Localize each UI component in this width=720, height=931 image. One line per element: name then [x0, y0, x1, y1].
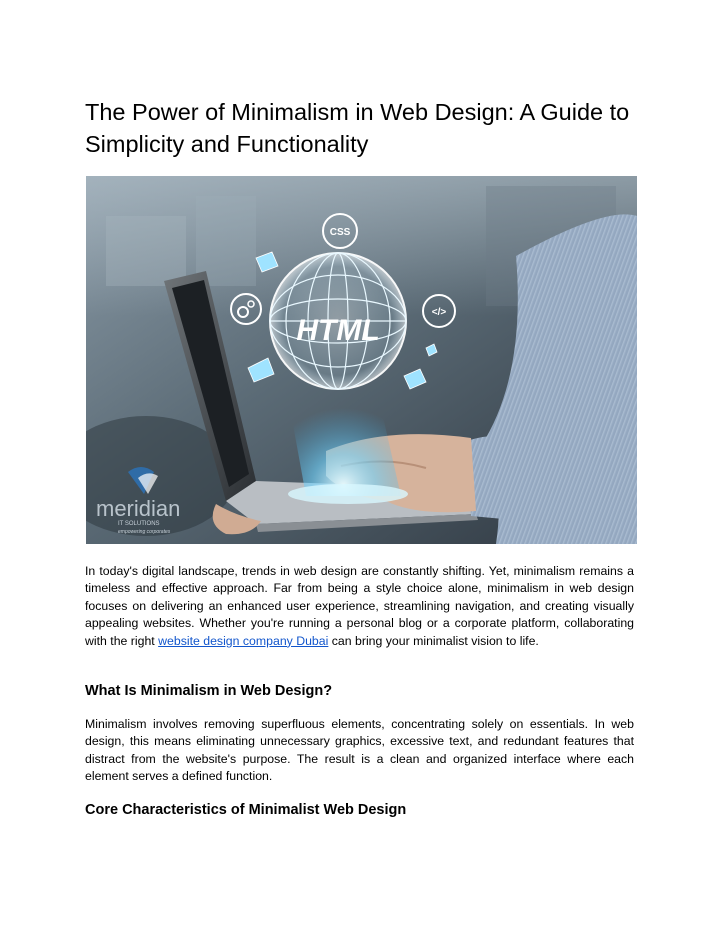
intro-text-after: can bring your minimalist vision to life. — [328, 633, 539, 648]
intro-paragraph — [85, 563, 634, 650]
section-heading-what-is: What Is Minimalism in Web Design? — [85, 683, 333, 699]
svg-text:meridian: meridian — [96, 496, 181, 521]
definition-paragraph: Minimalism involves removing superfluous elements, concentrating solely on essentials. In web design, this means eliminating unnecessary graphics, excessive text, and redundant features that distract from the website's purpose. The result is a clean and organized interface where each element serves a defined function. — [85, 717, 634, 784]
svg-text:IT SOLUTIONS: IT SOLUTIONS — [118, 521, 160, 527]
svg-text:CSS: CSS — [329, 227, 351, 238]
website-design-link[interactable]: website design company Dubai — [158, 633, 329, 648]
section-heading-characteristics: Core Characteristics of Minimalist Web Design — [85, 802, 407, 818]
intro-text-before: In today's digital landscape, trends in web design are constantly shifting. Yet, minimalism remains a timeless and effective approach. Far from being a style choice alone, minimalism in web design focuses on delivering an enhanced user experience, streamlining navigation, and creating visually appealing websites. Whether you're running a personal blog or a corporate platform, collaborating with the right — [85, 564, 634, 648]
page-title: The Power of Minimalism in Web Design: A Guide to Simplicity and Functionality — [85, 99, 630, 157]
svg-text:empowering corporates: empowering corporates — [118, 529, 171, 535]
hero-image — [86, 176, 637, 544]
svg-text:</>: </> — [431, 307, 447, 318]
hologram-globe — [270, 253, 406, 389]
globe-label: HTML — [296, 314, 380, 347]
